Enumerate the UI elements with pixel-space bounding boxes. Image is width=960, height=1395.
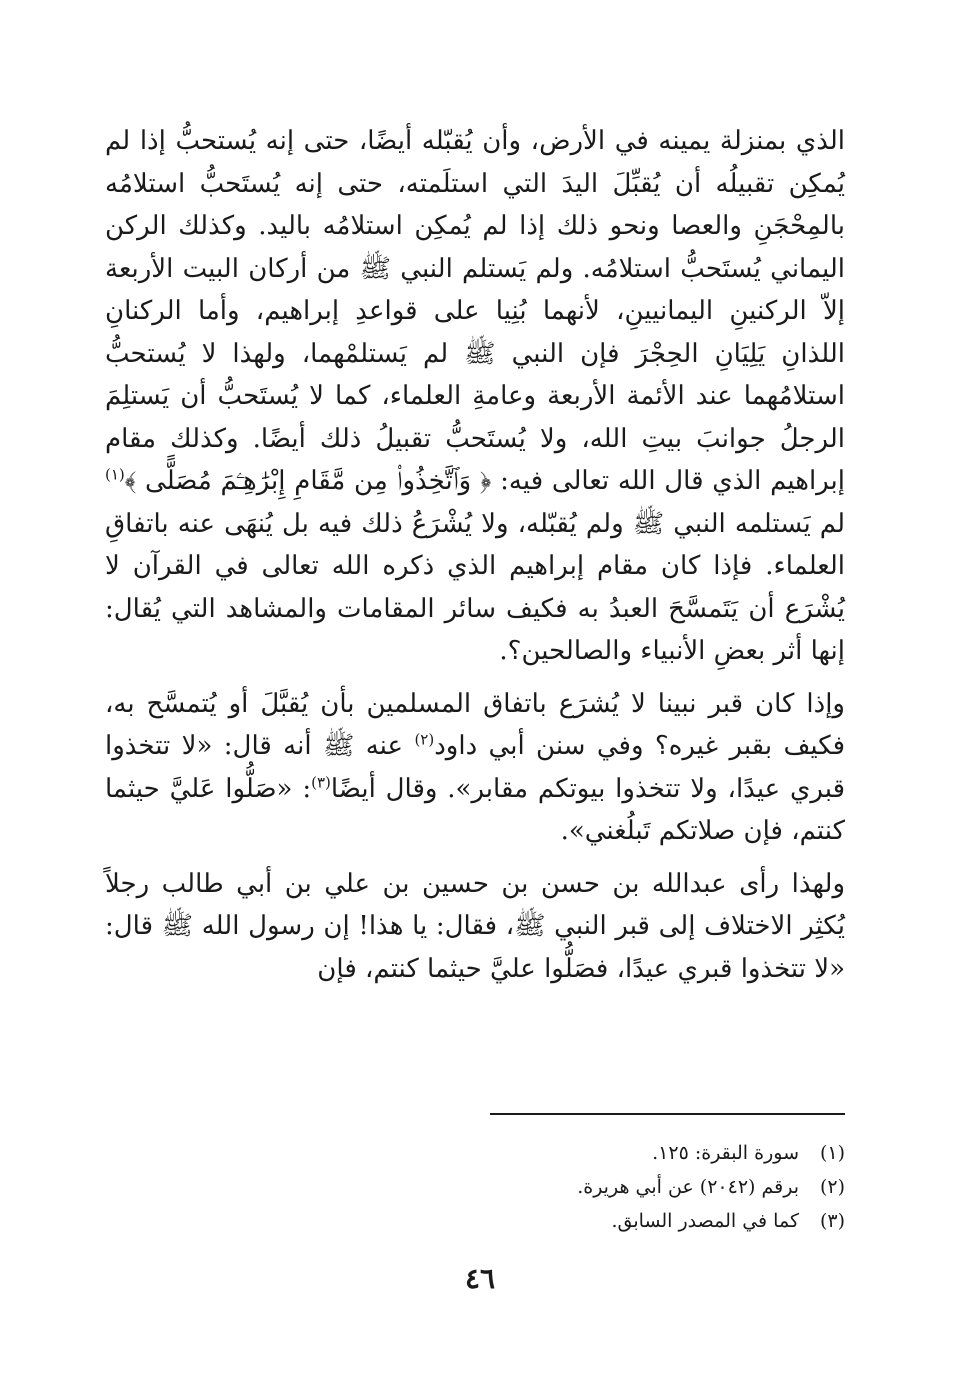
footnote-ref-2: (٢) [414,730,435,749]
footnote-number: (١) [819,1142,845,1164]
paragraph-text: لم يَستلمه النبي ﷺ ولم يُقبّله، ولا يُشْرَعُ ذلك فيه بل يُنهَى عنه باتفاقِ العلماء. فإذا كان مقام إبراهيم الذي ذكره الله تعالى في القرآن لا يُشْرَع أن يَتَمسَّحَ العبدُ به فكيف سائر المقامات والمشاهد التي يُقال: إنها أثر بعضِ الأنبياء والصالحين؟. [105,508,845,666]
footnote-item [115,1170,845,1204]
footnote-number: (٢) [819,1176,845,1198]
footnote-ref-1: (١) [105,465,125,484]
footnote-divider [490,1113,845,1115]
paragraph-text: : «صَلُّوا عَليَّ حيثما كنتم، فإن صلاتكم تَبلُغني». [105,773,845,846]
footnote-item [115,1204,845,1238]
page-number: ٤٦ [464,1262,496,1295]
paragraph-text: ولهذا رأى عبدالله بن حسن بن حسين بن علي بن أبي طالب رجلاً يُكثِر الاختلاف إلى قبر النبي ﷺ، فقال: يا هذا! إن رسول الله ﷺ قال: «لا تتخذوا قبري عيدًا، فصَلُّوا عليَّ حيثما كنتم، فإن [105,868,845,984]
footnote-number: (٣) [819,1210,845,1232]
footnote-text: برقم (٢٠٤٢) عن أبي هريرة. [577,1176,799,1198]
paragraph-text: عنه ﷺ أنه قال: «لا تتخذوا قبري عيدًا، ولا تتخذوا بيوتكم مقابر». وقال أيضًا [105,731,845,804]
paragraph-1 [105,120,845,673]
paragraph-text: الذي بمنزلة يمينه في الأرض، وأن يُقبّله أيضًا، حتى إنه يُستحبُّ إذا لم يُمكِن تقبيلُه أن يُقبِّلَ اليدَ التي استلَمته، حتى إنه يُستَحبُّ استلامُه بالمِحْجَنِ والعصا ونحو ذلك إذا لم يُمكِن استلامُه باليد. وكذلك الركن اليماني يُستَحبُّ استلامُه. ولم يَستلم النبي ﷺ من أركان البيت الأربعة إلاّ الركنينِ اليمانيينِ، لأنهما بُنِيا على قواعدِ إبراهيم، وأما الركنانِ اللذانِ يَلِيَانِ الحِجْرَ فإن النبي ﷺ لم يَستلمْهما، ولهذا لا يُستحبُّ استلامُهما عند الأئمة الأربعة وعامةِ العلماء، كما لا يُستَحبُّ أن يَستلِمَ الرجلُ جوانبَ بيتِ الله، ولا يُستَحبُّ تقبيلُ ذلك أيضًا. وكذلك مقام إبراهيم الذي قال الله تعالى فيه: ﴿ وَٱتَّخِذُوا۟ مِن مَّقَامِ إِبْرَٰهِـۧمَ مُصَلًّى ﴾ [105,126,845,496]
footnote-text: كما في المصدر السابق. [611,1210,799,1232]
paragraph-2 [105,683,845,853]
page-body [105,120,845,990]
footnote-text: سورة البقرة: ١٢٥. [652,1142,799,1164]
footnote-ref-3: (٣) [311,772,331,791]
footnote-item [115,1136,845,1170]
paragraph-3 [105,863,845,991]
footnotes-list [115,1136,845,1238]
paragraph-text: وإذا كان قبر نبينا لا يُشرَع باتفاق المسلمين بأن يُقبَّلَ أو يُتمسَّح به، فكيف بقبر غيره؟ وفي سنن أبي داود [105,688,845,761]
